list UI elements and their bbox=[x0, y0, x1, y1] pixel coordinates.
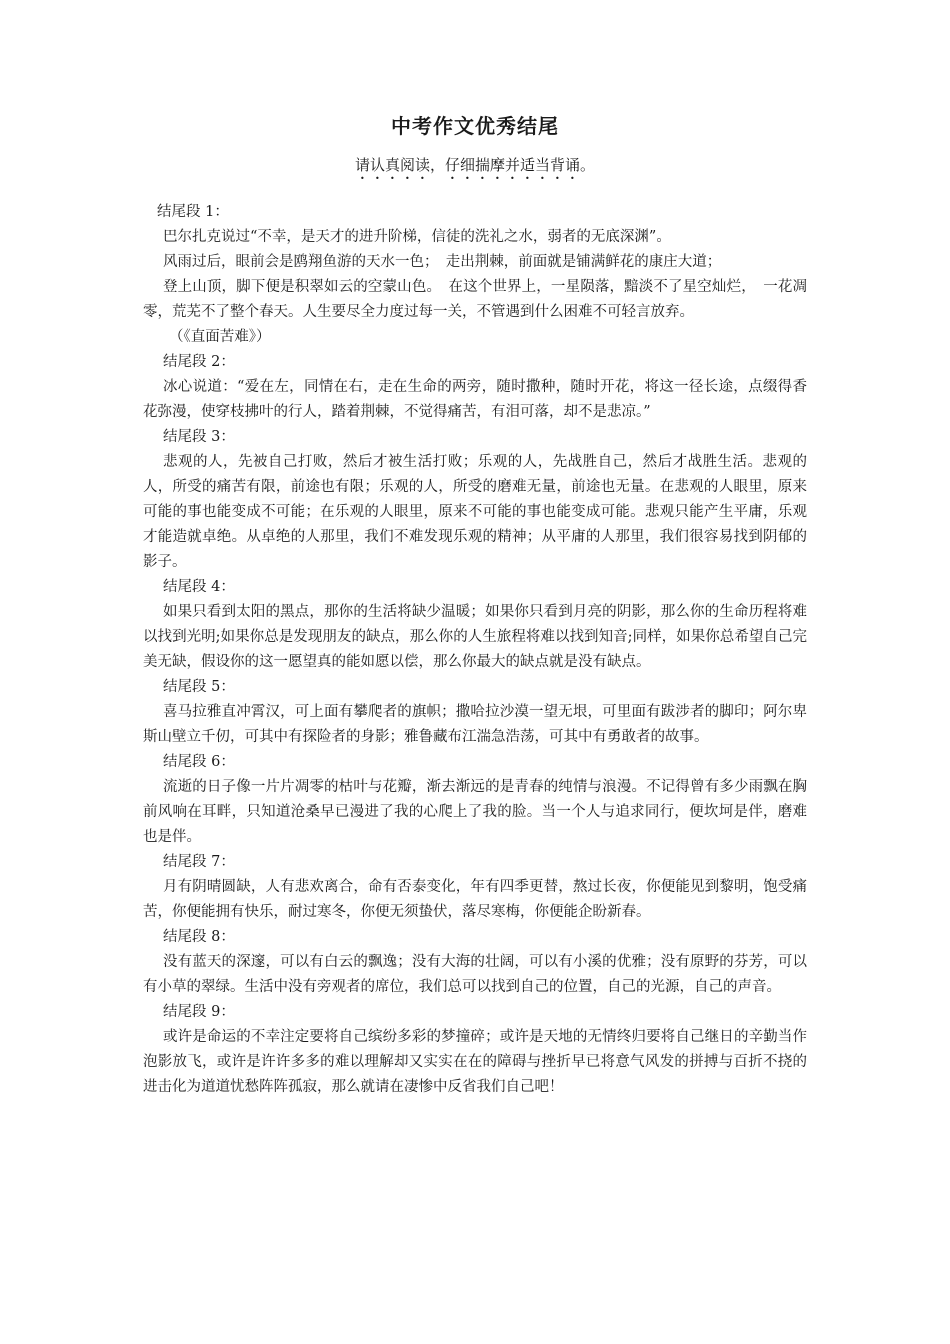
section-label: 结尾段 8： bbox=[163, 929, 235, 945]
section-label: 结尾段 2： bbox=[163, 354, 235, 370]
document-body bbox=[143, 200, 807, 1100]
subtitle-text: 请认真阅读，仔细揣摩并适当背诵。 bbox=[354, 156, 595, 174]
document-subtitle bbox=[0, 154, 950, 183]
paragraph: 喜马拉雅直冲霄汉，可上面有攀爬者的旗帜；撒哈拉沙漠一望无垠，可里面有跋涉者的脚印；阿尔卑斯山壁立千仞，可其中有探险者的身影；雅鲁藏布江湍急浩荡，可其中有勇敢者的故事。 bbox=[143, 704, 807, 745]
paragraph: 月有阴晴圆缺，人有悲欢离合，命有否泰变化，年有四季更替，熬过长夜，你便能见到黎明，饱受痛苦，你便能拥有快乐，耐过寒冬，你便无须蛰伏，落尽寒梅，你便能企盼新春。 bbox=[143, 879, 807, 920]
paragraph: 如果只看到太阳的黑点，那你的生活将缺少温暖；如果你只看到月亮的阴影，那么你的生命历程将难以找到光明;如果你总是发现朋友的缺点，那么你的人生旅程将难以找到知音;同样，如果你总希望自己完美无缺，假设你的这一愿望真的能如愿以偿，那么你最大的缺点就是没有缺点。 bbox=[143, 604, 807, 670]
section-label: 结尾段 6： bbox=[163, 754, 235, 770]
section-label: 结尾段 3： bbox=[163, 429, 235, 445]
section-label: 结尾段 4： bbox=[163, 579, 235, 595]
document-title: 中考作文优秀结尾 bbox=[391, 114, 559, 138]
section-label: 结尾段 9： bbox=[163, 1004, 235, 1020]
section-label: 结尾段 1： bbox=[157, 204, 229, 220]
paragraph-source: （《直面苦难》） bbox=[169, 329, 271, 345]
paragraph: 风雨过后，眼前会是鸥翔鱼游的天水一色； 走出荆棘，前面就是铺满鲜花的康庄大道； bbox=[163, 254, 722, 270]
section-label: 结尾段 5： bbox=[163, 679, 235, 695]
paragraph: 或许是命运的不幸注定要将自己缤纷多彩的梦撞碎；或许是天地的无情终归要将自己继日的辛勤当作泡影放飞，或许是许许多多的难以理解却又实实在在的障碍与挫折早已将意气风发的拼搏与百折不挠的进击化为道道忧愁阵阵孤寂，那么就请在凄惨中反省我们自己吧！ bbox=[143, 1029, 807, 1095]
paragraph: 没有蓝天的深邃，可以有白云的飘逸；没有大海的壮阔，可以有小溪的优雅；没有原野的芬芳，可以有小草的翠绿。生活中没有旁观者的席位，我们总可以找到自己的位置，自己的光源，自己的声音。 bbox=[143, 954, 807, 995]
section-label: 结尾段 7： bbox=[163, 854, 235, 870]
paragraph: 巴尔扎克说过“不幸，是天才的进升阶梯，信徒的洗礼之水，弱者的无底深渊”。 bbox=[163, 229, 671, 245]
paragraph: 登上山顶，脚下便是积翠如云的空蒙山色。 在这个世界上，一星陨落，黯淡不了星空灿烂， 一花凋零，荒芜不了整个春天。人生要尽全力度过每一关，不管遇到什么困难不可轻言放弃。 bbox=[143, 279, 807, 320]
paragraph: 冰心说道：“爱在左，同情在右，走在生命的两旁，随时撒种，随时开花，将这一径长途，点缀得香花弥漫，使穿枝拂叶的行人，踏着荆棘，不觉得痛苦，有泪可落，却不是悲凉。” bbox=[143, 379, 807, 420]
paragraph: 流逝的日子像一片片凋零的枯叶与花瓣，渐去渐远的是青春的纯情与浪漫。不记得曾有多少雨飘在胸前风响在耳畔，只知道沧桑早已漫进了我的心爬上了我的脸。当一个人与追求同行，便坎坷是伴，磨难也是伴。 bbox=[143, 779, 807, 845]
paragraph: 悲观的人，先被自己打败，然后才被生活打败；乐观的人，先战胜自己，然后才战胜生活。悲观的人，所受的痛苦有限，前途也有限；乐观的人，所受的磨难无量，前途也无量。在悲观的人眼里，原来可能的事也能变成不可能；在乐观的人眼里，原来不可能的事也能变成可能。悲观只能产生平庸，乐观才能造就卓绝。从卓绝的人那里，我们不难发现乐观的精神；从平庸的人那里，我们很容易找到阴郁的影子。 bbox=[143, 454, 807, 570]
